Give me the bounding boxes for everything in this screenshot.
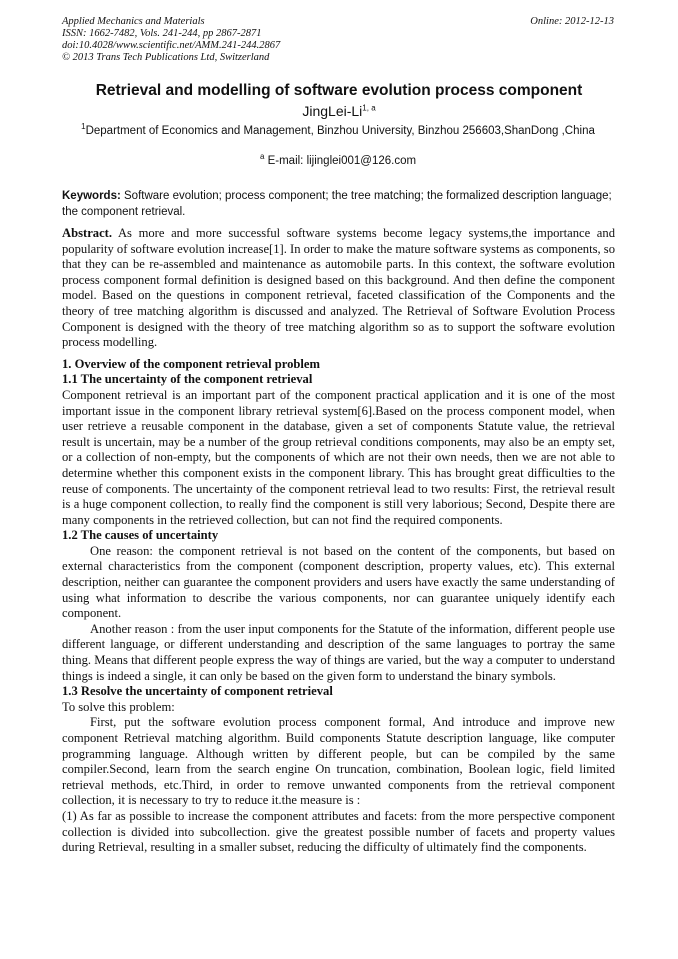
- paper-title: Retrieval and modelling of software evolution process component: [95, 82, 583, 99]
- section-1-3-intro: To solve this problem:: [62, 699, 175, 714]
- author-name: JingLei-Li: [302, 103, 363, 119]
- abstract-text: As more and more successful software systems become legacy systems,the importance and popularity of software evolution increase[1]. In order to make the mature software systems as components, so that they can be re-assembled and maintenance as automobile parts. In this context, the software evolution process component formal definition is designed based on this background. And then define the component model. Based on the questions in component retrieval, faceted classification of the Components and the theory of tree matching algorithm is discussed and analyzed. The Retrieval of Software Evolution Process Component is designed with the theory of tree matching algorithm so as to support the software evolution process modelling.: [62, 226, 615, 350]
- keywords-text: Software evolution; process component; the tree matching; the formalized description language; the component retrieval.: [62, 190, 612, 218]
- journal-header: [62, 16, 280, 64]
- section-1-3-paragraph-1: First, put the software evolution process component formal, And introduce and improve new component Retrieval matching algorithm. Build components Statute description language, like computer programming language. Although written by different people, but can be compiled by the same compiler.Second, learn from the search engine On truncation, combination, Boolean logic, field limited retrieval methods, etc.Third, in order to remove unwanted components from the retrieval component collection, it is necessary to try to reduce it.the measure is :: [62, 715, 615, 808]
- online-date: Online: 2012-12-13: [530, 16, 614, 27]
- section-1-3-paragraph-2: (1) As far as possible to increase the component attributes and facets: from the more perspective component collection is divided into subcollection. give the greatest possible number of facets and property values during Retrieval, resulting in a smaller subset, reducing the difficulty of ultimately find the components.: [62, 808, 615, 855]
- keywords: [62, 189, 615, 220]
- paper-body: [62, 226, 615, 856]
- section-1-2-paragraph-1: One reason: the component retrieval is not based on the content of the components, but based on external characteristics from the component (component description, property values, etc). This external description, neither can guarantee the component providers and users have exactly the same understanding of using what information to describe the various components, nor can guarantee uniquely identify each component.: [62, 543, 615, 621]
- abstract-label: Abstract.: [62, 226, 113, 240]
- section-1-3-heading: 1.3 Resolve the uncertainty of component retrieval: [62, 684, 333, 699]
- affiliation: [62, 124, 614, 139]
- author-line: [40, 103, 638, 119]
- section-1-1-text: Component retrieval is an important part of the component practical application and it is one of the most important issue in the component library retrieval system[6].Based on the process component model, when user retrieve a reusable component in the database, given a set of components Statute value, the retrieval result is uncertain, may be a number of the group retrieval conditions components, may also be an empty set, or a collection of non-empty, but the components of which are not their own needs, then we are not able to determine whether this component exists in the component library. This has brought great difficulties to the reuse of components. The uncertainty of the component retrieval lead to two results: First, the retrieval result is a huge component collection, to really find the component is still very laborious; Second, Despite there are many components in the retrieved collection, but can not find the required components.: [62, 387, 615, 527]
- affiliation-sup: 1: [81, 122, 86, 132]
- affiliation-text: Department of Economics and Management, Binzhou University, Binzhou 256603,ShanDong ,China: [85, 125, 595, 137]
- journal-doi: doi:10.4028/www.scientific.net/AMM.241-244.2867: [62, 40, 281, 51]
- section-1-1-heading: 1.1 The uncertainty of the component retrieval: [62, 372, 313, 387]
- section-1-2-paragraph-2: Another reason : from the user input components for the Statute of the information, different people use different language, or different understanding and description of the same languages to portray the same thing. Means that different people express the way of things are varied, but the way a computer to understand things is indeed a single, it can only be based on the given form to understand the binary symbols.: [62, 621, 615, 683]
- email-sup: a: [259, 152, 265, 162]
- section-1-2-heading: 1.2 The causes of uncertainty: [62, 528, 219, 543]
- journal-name: Applied Mechanics and Materials: [62, 16, 205, 27]
- section-1-heading: 1. Overview of the component retrieval problem: [62, 356, 320, 371]
- journal-copyright: © 2013 Trans Tech Publications Ltd, Switzerland: [62, 52, 270, 63]
- keywords-label: Keywords:: [62, 190, 121, 202]
- journal-issn: ISSN: 1662-7482, Vols. 241-244, pp 2867-2871: [62, 28, 262, 39]
- email-text: E-mail: lijinglei001@126.com: [267, 155, 417, 167]
- email-line: [62, 154, 614, 169]
- abstract: [62, 226, 615, 351]
- author-sup: 1, a: [362, 103, 376, 113]
